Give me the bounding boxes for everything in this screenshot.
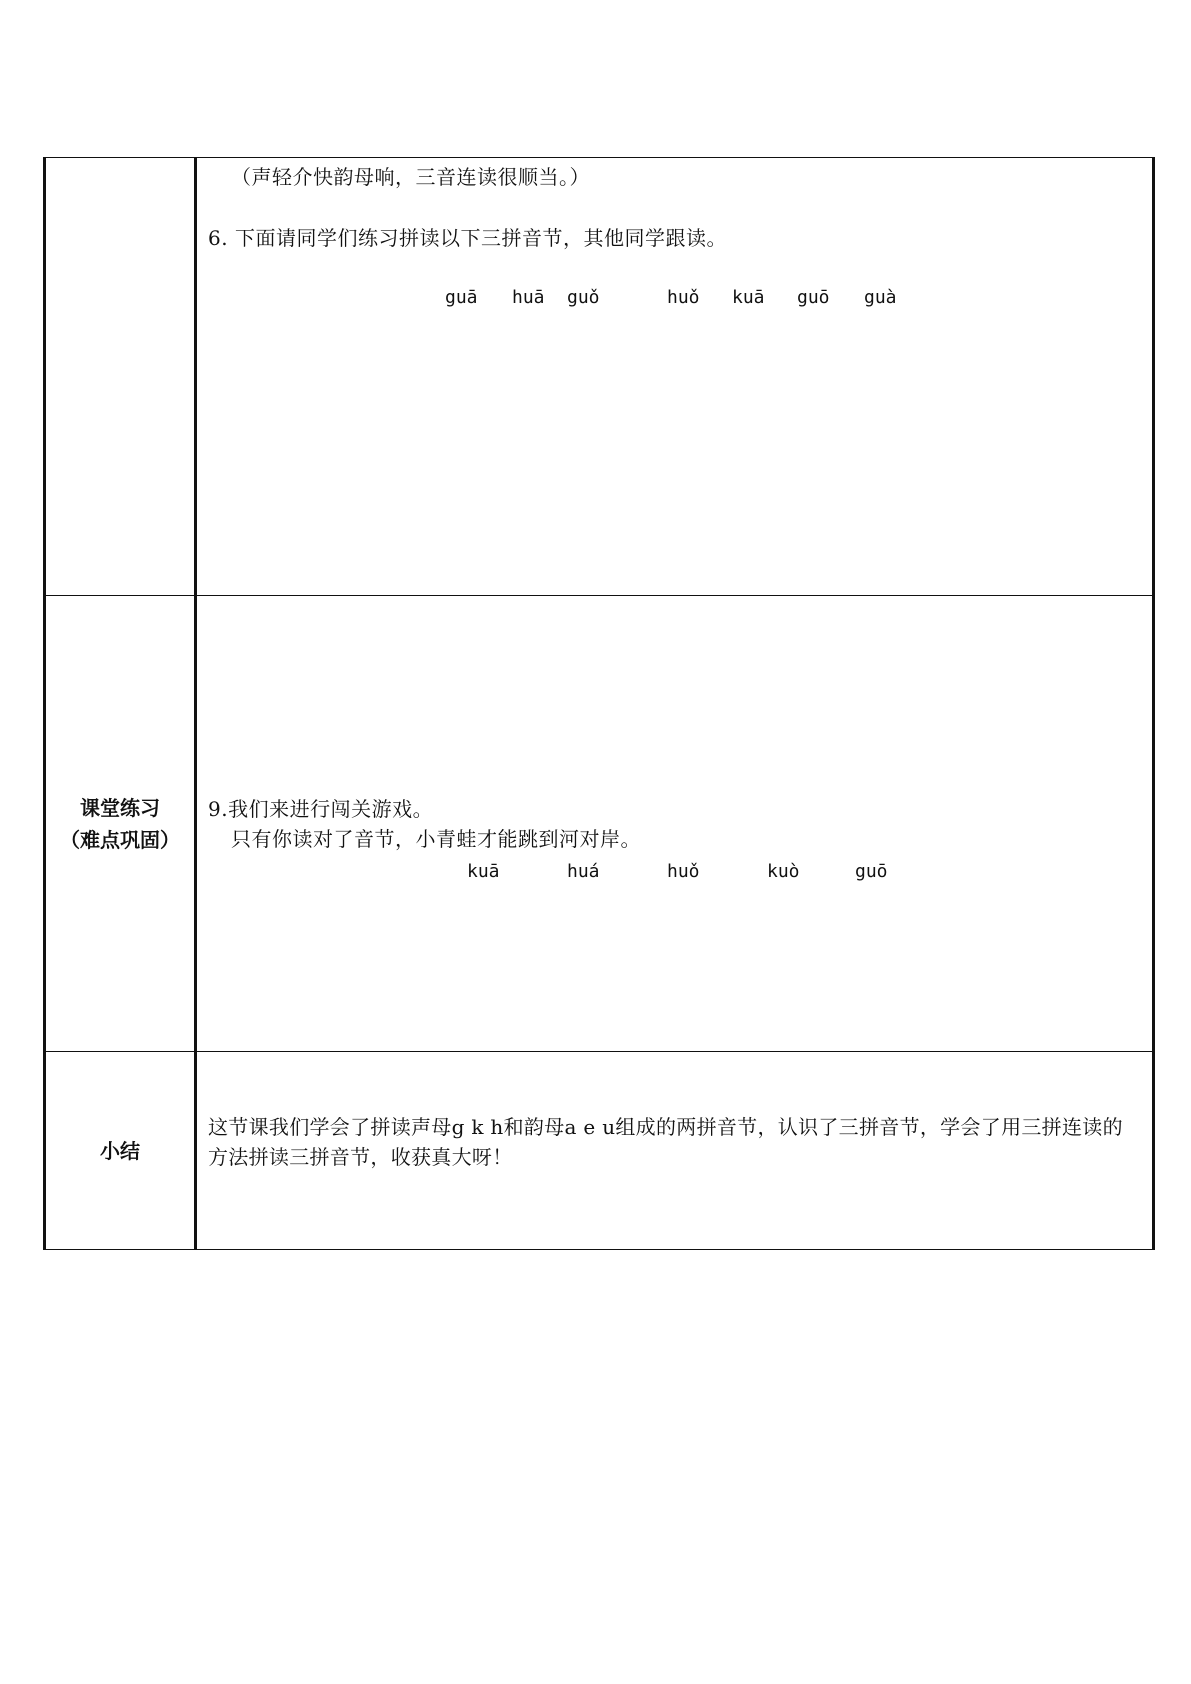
table-row-practice-syllables	[45, 158, 1154, 596]
game-syllable-3: huǒ	[667, 861, 700, 882]
syllable-2: huā	[512, 287, 545, 308]
summary-paragraph: 这节课我们学会了拼读声母g k h和韵母a e u组成的两拼音节，认识了三拼音节，学会了用三拼连读的方法拼读三拼音节，收获真大呀！	[208, 1115, 1123, 1169]
instruction-line-9: 9.我们来进行闯关游戏。	[208, 797, 434, 821]
table-row-class-exercise	[45, 596, 1154, 1052]
practice-syllables-cell	[196, 158, 1154, 596]
syllable-1: guā	[445, 287, 478, 308]
instruction-line-6: 6. 下面请同学们练习拼读以下三拼音节，其他同学跟读。	[208, 226, 727, 250]
syllable-4: huǒ	[667, 287, 700, 308]
mnemonic-rhyme: （声轻介快韵母响，三音连读很顺当。）	[231, 165, 590, 189]
game-rule-line: 只有你读对了音节，小青蛙才能跳到河对岸。	[231, 827, 641, 851]
game-syllable-1: kuā	[467, 861, 500, 882]
game-syllable-4: kuò	[767, 861, 800, 882]
label-class-exercise: 课堂练习	[80, 795, 160, 820]
game-syllable-2: huá	[567, 861, 600, 882]
summary-cell	[196, 1052, 1154, 1250]
lesson-plan-table	[43, 157, 1155, 1250]
syllable-3: guǒ	[567, 287, 600, 308]
row-label-empty	[45, 158, 196, 596]
game-syllable-5: guō	[855, 861, 888, 882]
label-difficulty-consolidation: （难点巩固）	[60, 827, 180, 852]
class-exercise-cell	[196, 596, 1154, 1052]
syllable-7: guà	[864, 287, 897, 308]
row-label-class-exercise	[45, 596, 196, 1052]
syllable-5: kuā	[732, 287, 765, 308]
syllable-6: guō	[797, 287, 830, 308]
table-row-summary	[45, 1052, 1154, 1250]
row-label-summary: 小结	[45, 1052, 196, 1250]
